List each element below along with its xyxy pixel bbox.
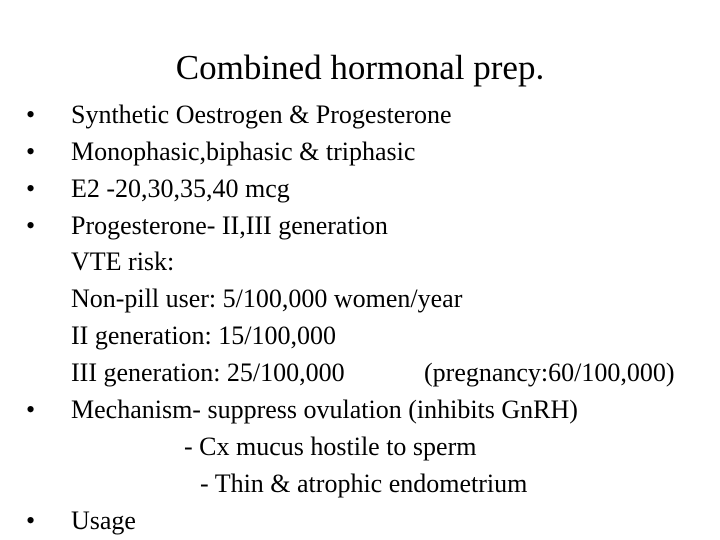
- bullet-dot: •: [26, 137, 36, 166]
- bullet-e2: E2 -20,30,35,40 mcg: [71, 174, 290, 203]
- bullet-dot: •: [26, 174, 36, 203]
- mechanism-cx-mucus: - Cx mucus hostile to sperm: [184, 432, 477, 461]
- bullet-dot: •: [26, 395, 36, 424]
- vte-gen3: III generation: 25/100,000: [71, 358, 345, 387]
- bullet-dot: •: [26, 211, 36, 240]
- vte-risk-label: VTE risk:: [71, 247, 175, 276]
- bullet-dot: •: [26, 506, 36, 535]
- vte-pregnancy: (pregnancy:60/100,000): [424, 358, 675, 387]
- bullet-phasic: Monophasic,biphasic & triphasic: [71, 137, 416, 166]
- bullet-mechanism: Mechanism- suppress ovulation (inhibits GnRH): [71, 395, 578, 424]
- vte-non-pill: Non-pill user: 5/100,000 women/year: [71, 284, 463, 313]
- bullet-progesterone: Progesterone- II,III generation: [71, 211, 388, 240]
- bullet-usage: Usage: [71, 506, 136, 535]
- mechanism-endometrium: - Thin & atrophic endometrium: [200, 469, 528, 498]
- bullet-synthetic: Synthetic Oestrogen & Progesterone: [71, 100, 452, 129]
- vte-gen2: II generation: 15/100,000: [71, 321, 336, 350]
- bullet-dot: •: [26, 100, 36, 129]
- slide-title: Combined hormonal prep.: [175, 48, 545, 87]
